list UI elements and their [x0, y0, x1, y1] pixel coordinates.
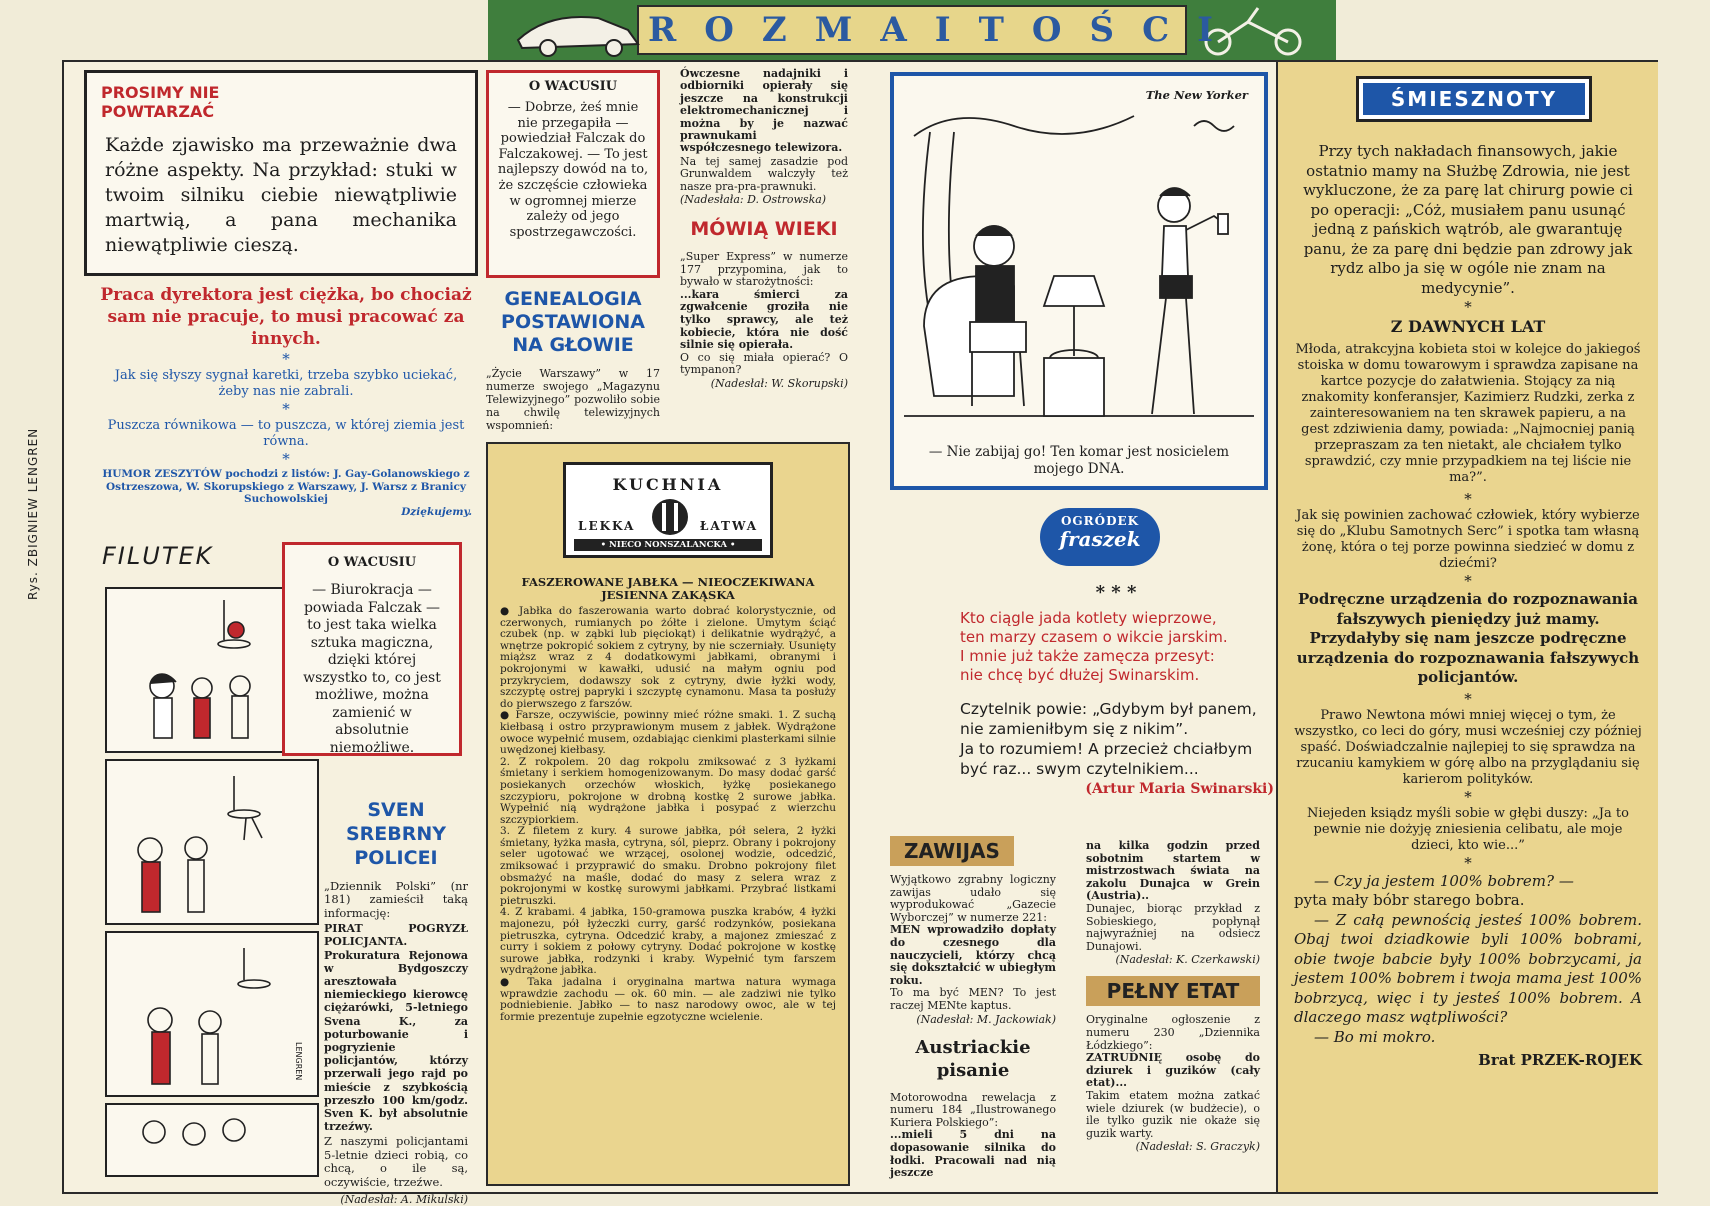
genealogia-section	[486, 288, 660, 432]
mowia-question: O co się miała opierać? O tympanon?	[680, 350, 848, 377]
mosquito-icon	[1194, 121, 1234, 131]
austriackie-quote: ...mieli 5 dni na dopasowanie silnika do łodki. Pracowali nad nią jeszcze	[890, 1128, 1056, 1180]
humor-line-3: Puszcza równikowa — to puszcza, w której ziemia jest równa.	[107, 418, 465, 449]
smiesznoty-p3: Jak się powinien zachować człowiek, który wybierze się do „Klubu Samotnych Serc” i spotka tam własną żonę, która o tej porze powinna siedzieć w domu z dziećmi?	[1296, 508, 1640, 571]
wacus-2-body: — Dobrze, żeś mnie nie przegapiła — powiedział Falczak do Falczakowej. — To jest najlepszy dowód na to, że szczęście człowieka w ogromnej mierze zależy od jego spostrzegawczości.	[497, 100, 649, 240]
fork-icon	[662, 503, 666, 531]
cartoon-caption: — Nie zabijaj go! Ten komar jest nosicielem mojego DNA.	[928, 444, 1230, 477]
spray-can	[1218, 214, 1228, 234]
zawijas-title: ZAWIJAS	[890, 836, 1014, 866]
separator-star: *	[282, 350, 290, 368]
separator-star: *	[1464, 490, 1472, 508]
smiesznoty-p7	[1294, 872, 1642, 1048]
kuchnia-section	[486, 442, 850, 1186]
mowia-quote: ...kara śmierci za zgwałcenie groziła nie tylko sprawcy, ale też kobiecie, która nie dość silnie się opierała.	[680, 287, 848, 352]
kuchnia-p5: 4. Z krabami. 4 jabłka, 150-gramowa puszka krabów, 4 łyżki majonezu, pół łyżeczki curry, garść rodzynków, posiekana pietruszka, cytryna. Odcedzić kraby, a majonez zmieszać z curry i sokiem z połowy cytryny. Dodać pokrojone w kostkę surowe jabłka, rodzynki i kraby. Wypełnić tym farszem wydrążone jabłka.	[500, 906, 836, 977]
filutek-artist: LENGREN	[294, 1042, 303, 1081]
separator-star: *	[282, 400, 290, 418]
genealogia-cont: Ówczesne nadajniki i odbiorniki opierały się jeszcze na konstrukcji elektromechanicznej i można by je nazwać prawnukami współczesnego telewizora.	[680, 67, 848, 155]
banner-title: ROZMAITOŚCI	[648, 10, 1242, 50]
smiesznoty-p2: Młoda, atrakcyjna kobieta stoi w kolejce do jakiegoś stoiska w domu towarowym i sprawdza zapisane na kartce pozycje do załatwienia. Stojący za nią znakomity konferansjer, Kazimierz Rudzki, zerka z zainteresowaniem na ten skrawek papieru, a na gest zdziwienia damy, powiada: „Najmocniej panią przepraszam za ten nietakt, ale chciałem tylko sprawdzić, czy mnie przypadkiem na tej liście nie ma?”.	[1295, 342, 1641, 485]
spray-arm	[1186, 216, 1222, 230]
genealogia-body: „Życie Warszawy” w 17 numerze swojego „Magazynu Telewizyjnego” pozwoliło sobie na chwilę telewizyjnych wspomnień:	[486, 367, 660, 432]
illustrator-credit: Rys. ZBIGNIEW LENGREN	[26, 427, 40, 600]
genealogia-title: GENEALOGIA POSTAWIONA NA GŁOWIE	[501, 288, 645, 356]
separator-star: *	[1464, 787, 1472, 806]
fraszki-author: (Artur Maria Swinarski)	[1085, 781, 1274, 797]
fraszka-1-line-4: nie chcę być dłużej Swinarskim.	[960, 666, 1200, 684]
sven-quote: PIRAT POGRYZŁ POLICJANTA. Prokuratura Rejonowa w Bydgoszczy aresztowała niemieckiego kierowcę ciężarówki, 5-letniego Svena K., za poturbowanie i pogryzienie policjantów, którzy przerwali jego rajd po mieście z szybkością przeszło 100 km/godz. Sven K. był absolutnie trzeźwy.	[324, 922, 468, 1134]
prosimy-body: Każde zjawisko ma przeważnie dwa różne aspekty. Na przykład: stuki w twoim silniku ciebie niewątpliwie martwią, a pana mechanika niewątpliwie cieszą.	[105, 134, 457, 256]
mowia-intro: „Super Express” w numerze 177 przypomina, jak to bywało w starożytności:	[680, 250, 848, 289]
austriackie-cont: na kilka godzin przed sobotnim startem w mistrzostwach świata na zakolu Dunajca w Grein (Austria)..	[1086, 839, 1260, 903]
zawijas-comment: To ma być MEN? To jest raczej MENte kaptus.	[890, 986, 1056, 1012]
sven-title: SVEN SREBRNY POLICEI	[345, 799, 447, 869]
pelny-sender: (Nadesłał: S. Graczyk)	[1135, 1140, 1260, 1154]
zawijas-sender: (Nadesłał: M. Jackowiak)	[916, 1012, 1056, 1026]
lampshade	[1044, 276, 1104, 306]
smiesznoty-author: Brat PRZEK-ROJEK	[1478, 1051, 1642, 1069]
genealogia-cont2: Na tej samej zasadzie pod Grunwaldem walczyły też nasze pra-pra-prawnuki.	[680, 154, 848, 193]
kuchnia-p3: 2. Z rokpolem. 20 dag rokpolu zmiksować z 3 łyżkami śmietany i serkiem homogenizowanym. Do masy dodać garść posiekanych orzechów włoskich, łyżkę posiekanego szczypioru, pokrojone w drobną kostkę 2 surowe jabłka. Wypełnić nią wydrążone jabłka i posypać z wierzchu szczypiorkiem.	[500, 755, 836, 826]
wacus-box-1	[282, 542, 462, 756]
woman-shorts	[1160, 276, 1192, 298]
bobr-line-4: — Bo mi mokro.	[1314, 1027, 1436, 1046]
separator-star: *	[1464, 572, 1472, 590]
prosimy-box	[84, 70, 478, 276]
kuchnia-p4: 3. Z filetem z kury. 4 surowe jabłka, pół selera, 2 łyżki śmietany, łyżka masła, cytryna, sól, pieprz. Obrany i pokrojony seler ugotować we wrzącej, osolonej wodzie, odcedzić, zmiksować i przyprawić do smaku. Drobno pokrojony filet obsmażyć na maśle, dodać do masy z selera wraz z pokrojonymi w kostkę surowymi jabłkami. Przybrać listkami pietruszki.	[500, 825, 836, 907]
smiesznoty-p6: Niejeden ksiądz myśli sobie w głębi duszy: „Ja to pewnie nie dożyję zniesienia celibatu, ale moje dzieci, kto wie...”	[1307, 805, 1629, 853]
wacus-box-2	[486, 70, 660, 278]
cartoon-drawing	[894, 96, 1264, 446]
prosimy-title-line1: PROSIMY NIE	[101, 83, 220, 102]
fraszka-1-line-3: I mnie już także zamęcza przesyt:	[960, 647, 1215, 665]
bobr-line-3: — Z całą pewnością jesteś 100% bobrem. Obaj twoi dziadkowie byli 100% bobrami, obie twoje babcie były 100% bobrzycami, ja jestem 100% bobrem i twoja mama jest 100% bobrzycą, więc i ty jesteś 100% bobrem. A dlaczego masz wątpliwości?	[1294, 910, 1642, 1026]
sven-section	[324, 798, 468, 1206]
austriackie-sender: (Nadesłał: K. Czerkawski)	[1115, 953, 1260, 967]
pelny-body: Oryginalne ogłoszenie z numeru 230 „Dziennika Łódzkiego”:	[1086, 1013, 1260, 1052]
austriackie-comment: Dunajec, biorąc przykład z Sobieskiego, popłynął najwyraźniej na odsiecz Dunajowi.	[1086, 901, 1260, 953]
kuchnia-title: FASZEROWANE JABŁKA — NIEOCZEKIWANA JESIENNA ZAKĄSKA	[521, 575, 815, 602]
genealogia-sender: (Nadesłała: D. Ostrowska)	[680, 193, 827, 207]
humor-section	[100, 284, 472, 518]
zawijas-quote: MEN wprowadziło dopłaty do czesnego dla nauczycieli, którzy chcą się dokształcić w ubiegłym roku.	[890, 923, 1056, 987]
bobr-line-2: pyta mały bóbr starego bobra.	[1294, 891, 1525, 909]
fraszka-2-line-3: Ja to rozumiem! A przecież chciałbym	[960, 740, 1253, 758]
plate-icon	[652, 499, 688, 535]
sven-comment: Z naszymi policjantami 5-letnie dzieci robią, co chcą, o ile są, oczywiście, trzeźwe.	[324, 1134, 468, 1189]
kuchnia-logo-top: KUCHNIA	[612, 475, 724, 494]
kuchnia-logo-left: LEKKA	[578, 519, 636, 533]
kuchnia-p2: ● Farsze, oczywiście, powinny mieć różne smaki. 1. Z suchą kiełbasą i ostro przyprawionym musem z jabłek. Wydrążone owoce wypełnić musem, ozdabiając cienkimi plasterkami silnie uwędzonej kiełbasy.	[500, 709, 837, 757]
smiesznoty-section	[1276, 62, 1658, 1192]
fraszki-stars: * * *	[1095, 582, 1137, 603]
humor-line-2: Jak się słyszy sygnał karetki, trzeba szybko uciekać, żeby nas nie zabrali.	[114, 368, 458, 399]
mowia-title: MÓWIĄ WIEKI	[690, 218, 838, 241]
pelny-comment: Takim etatem można zatkać wiele dziurek (w budżecie), o ile tylko guzik nie okaże się guzik warty.	[1086, 1088, 1260, 1140]
fraszka-2-line-1: Czytelnik powie: „Gdybym był panem,	[960, 700, 1257, 718]
prosimy-title	[101, 83, 461, 121]
wacus-1-body: — Biurokracja — powiada Falczak — to jest taka wielka sztuka magiczna, dzięki której wszystko to, co jest możliwe, można zamienić w absolutnie niemożliwe.	[303, 582, 441, 756]
pelny-title: PEŁNY ETAT	[1086, 976, 1260, 1006]
section-banner	[488, 0, 1336, 60]
fraszki-logo	[1040, 508, 1160, 566]
zawijas-body: Wyjątkowo zgrabny logiczny zawijas udało się wyprodukować „Gazecie Wyborczej” w numerze 221:	[890, 873, 1056, 924]
fraszka-2-line-4: być raz... swym czytelnikiem...	[960, 760, 1199, 778]
cartoon-box	[890, 72, 1268, 490]
kuchnia-logo-bottom: • NIECO NONSZALANCKA •	[574, 539, 762, 551]
humor-thanks: Dziękujemy.	[401, 505, 472, 518]
fraszka-2-line-2: nie zamieniłbym się z nikim”.	[960, 720, 1189, 738]
column-pelny	[1086, 840, 1260, 1153]
fraszka-1	[890, 609, 1282, 685]
side-table	[1044, 358, 1104, 416]
humor-credits: HUMOR ZESZYTÓW pochodzi z listów: J. Gay-Golanowskiego z Ostrzeszowa, W. Skorupskiego z Warszawy, J. Warsz z Branicy Suchowolskiej	[102, 468, 470, 505]
separator-star: *	[1464, 689, 1472, 708]
wacus-2-title: O WACUSIU	[528, 79, 618, 94]
humor-line-1: Praca dyrektora jest ciężka, bo chociaż sam nie pracuje, to musi pracować za innych.	[100, 285, 472, 349]
separator-star: *	[1464, 853, 1472, 872]
smiesznoty-title: ŚMIESZNOTY	[1363, 83, 1585, 115]
pelny-quote: ZATRUDNIĘ osobę do dziurek i guzików (cały etat)...	[1086, 1051, 1260, 1090]
sven-sender: (Nadesłał: A. Mikulski)	[340, 1193, 468, 1206]
column-3	[680, 68, 848, 390]
kuchnia-logo-right: ŁATWA	[699, 519, 758, 533]
sven-intro: „Dziennik Polski” (nr 181) zamieścił taką informację:	[324, 879, 468, 920]
austriackie-body: Motorowodna rewelacja z numeru 184 „Ilustrowanego Kuriera Polskiego”:	[890, 1090, 1056, 1129]
smiesznoty-p1: Przy tych nakładach finansowych, jakie ostatnio mamy na Służbę Zdrowia, nie jest wykluczone, że za parę lat chirurg powie ci po operacji: „Cóż, musiałem panu usunąć jedną z pańskich wątrób, ale gwarantuję panu, że za parę dni będzie pan zdrowy jak rydz albo ja się w ogóle nie znam na medycynie”.	[1303, 142, 1633, 297]
fraszka-2	[890, 699, 1282, 779]
fraszka-1-line-1: Kto ciągle jada kotlety wieprzowe,	[960, 609, 1217, 627]
kuchnia-p6: ● Taka jadalna i oryginalna martwa natura wymaga wprawdzie zachodu — ok. 60 min. — ale zadziwi nie tylko podniebienie. Jabłko — to nasz narodowy owoc, ale w tej formie prezentuje zupełnie egzotyczne wcielenie.	[500, 976, 836, 1023]
cartoon-source: The New Yorker	[1145, 88, 1248, 102]
smiesznoty-sub: Z DAWNYCH LAT	[1390, 317, 1546, 336]
austriackie-title: Austriackie pisanie	[915, 1036, 1031, 1081]
newspaper-page	[62, 60, 1658, 1206]
wacus-1-title: O WACUSIU	[327, 555, 417, 570]
separator-star: *	[1464, 298, 1472, 316]
man-tanktop	[976, 266, 1014, 322]
fraszki-logo-line2: fraszek	[1059, 527, 1141, 551]
column-zawijas	[890, 836, 1056, 1180]
filutek-title: FILUTEK	[102, 542, 214, 570]
kuchnia-logo	[563, 462, 773, 558]
kuchnia-p1: ● Jabłka do faszerowania warto dobrać kolorystycznie, od czerwonych, rumianych po żółte i zielone. Umytym ściąć czubek (np. w ząbki lub pięciokąt) i delikatnie wydrążyć, a wnętrze pokropić sokiem z cytryny, by nie sczerniały. Usunięty miąższ wraz z 4 dodatkowymi jabłkami, obranymi i pokrojonymi w kawałki, udusić na małym ogniu pod przykryciem, dodawszy sok z cytryny, dwie łyżki wody, szczyptę ostrej papryki i szczyptę cynamonu. Masa ta posłuży do pierwszego z farszów.	[500, 605, 836, 710]
smiesznoty-p4: Podręczne urządzenia do rozpoznawania fałszywych pieniędzy już mamy. Przydałyby się nam jeszcze podręczne urządzenia do rozpoznawania fałszywych policjantów.	[1296, 590, 1640, 686]
mowia-sender: (Nadesłał: W. Skorupski)	[710, 377, 848, 390]
fraszki-logo-line1: OGRÓDEK	[1060, 514, 1140, 528]
bobr-line-1: — Czy ja jestem 100% bobrem? —	[1314, 871, 1574, 890]
separator-star: *	[282, 450, 290, 468]
knife-icon	[674, 503, 678, 531]
smiesznoty-p5: Prawo Newtona mówi mniej więcej o tym, że wszystko, co leci do góry, musi wcześniej czy później spaść. Doświadczalnie najlepiej to się sprawdza na rzucaniu kamykiem w górę albo na przyglądaniu się karierom polityków.	[1294, 707, 1642, 787]
prosimy-title-line2: POWTARZAĆ	[101, 102, 215, 121]
fraszki-section	[890, 508, 1282, 797]
smiesznoty-title-box	[1356, 76, 1592, 122]
car-drawing	[518, 17, 638, 56]
fraszka-1-line-2: ten marzy czasem o wikcie jarskim.	[960, 628, 1228, 646]
curtain-top	[914, 116, 1134, 136]
